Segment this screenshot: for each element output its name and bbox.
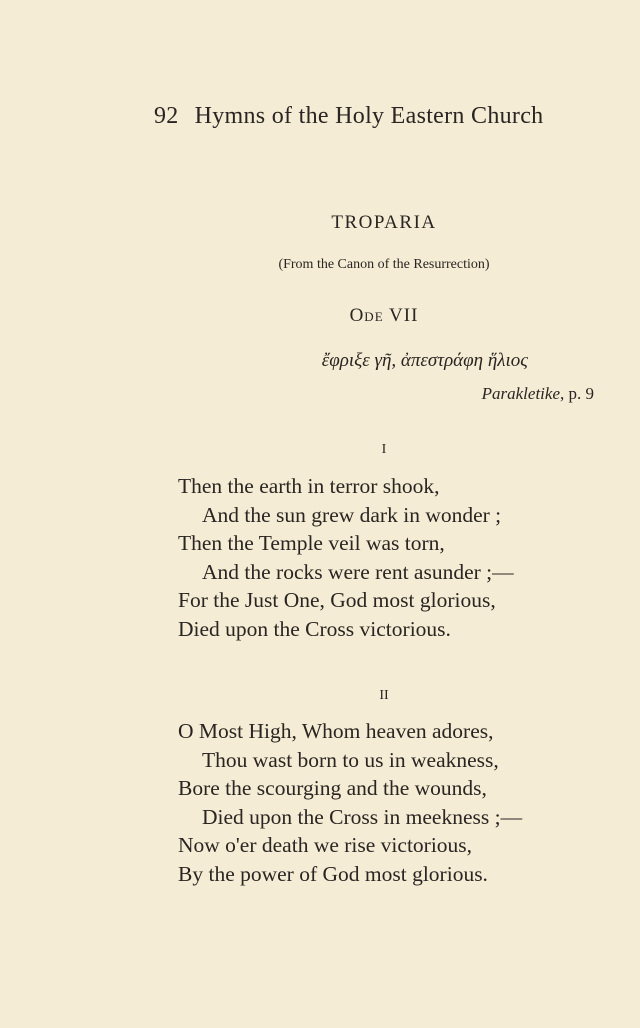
verse-line: Then the Temple veil was torn, — [178, 531, 445, 556]
page-number: 92 — [154, 103, 179, 129]
greek-incipit: ἔφριξε γῆ, ἀπεστράφη ἥλιος — [321, 350, 528, 371]
section-subtitle: (From the Canon of the Resurrection) — [278, 257, 490, 272]
verse-line: Died upon the Cross victorious. — [178, 616, 451, 641]
verse-line: Bore the scourging and the wounds, — [178, 776, 487, 801]
verse-line: Died upon the Cross in meekness ;— — [202, 804, 523, 829]
running-title: Hymns of the Holy Eastern Church — [194, 103, 544, 129]
stanza-number: I — [381, 442, 387, 457]
stanza-2 — [178, 717, 618, 889]
source-citation — [482, 384, 594, 404]
stanza-1 — [178, 472, 618, 644]
verse-line: Then the earth in terror shook, — [178, 474, 440, 498]
stanza-number: II — [379, 688, 389, 703]
source-work: Parakletike — [481, 384, 560, 403]
running-header — [154, 103, 584, 130]
section-title: TROPARIA — [331, 212, 437, 233]
verse-line: O Most High, Whom heaven adores, — [178, 719, 494, 743]
verse-line: By the power of God most glorious. — [178, 861, 488, 886]
source-page: , p. 9 — [560, 384, 594, 403]
verse-line: Thou wast born to us in weakness, — [202, 747, 499, 772]
ode-heading: Ode VII — [349, 305, 419, 326]
verse-line: Now o'er death we rise victorious, — [178, 833, 473, 858]
verse-line: And the sun grew dark in wonder ; — [202, 502, 502, 527]
verse-line: For the Just One, God most glorious, — [178, 588, 496, 613]
verse-line: And the rocks were rent asunder ;— — [202, 559, 514, 584]
